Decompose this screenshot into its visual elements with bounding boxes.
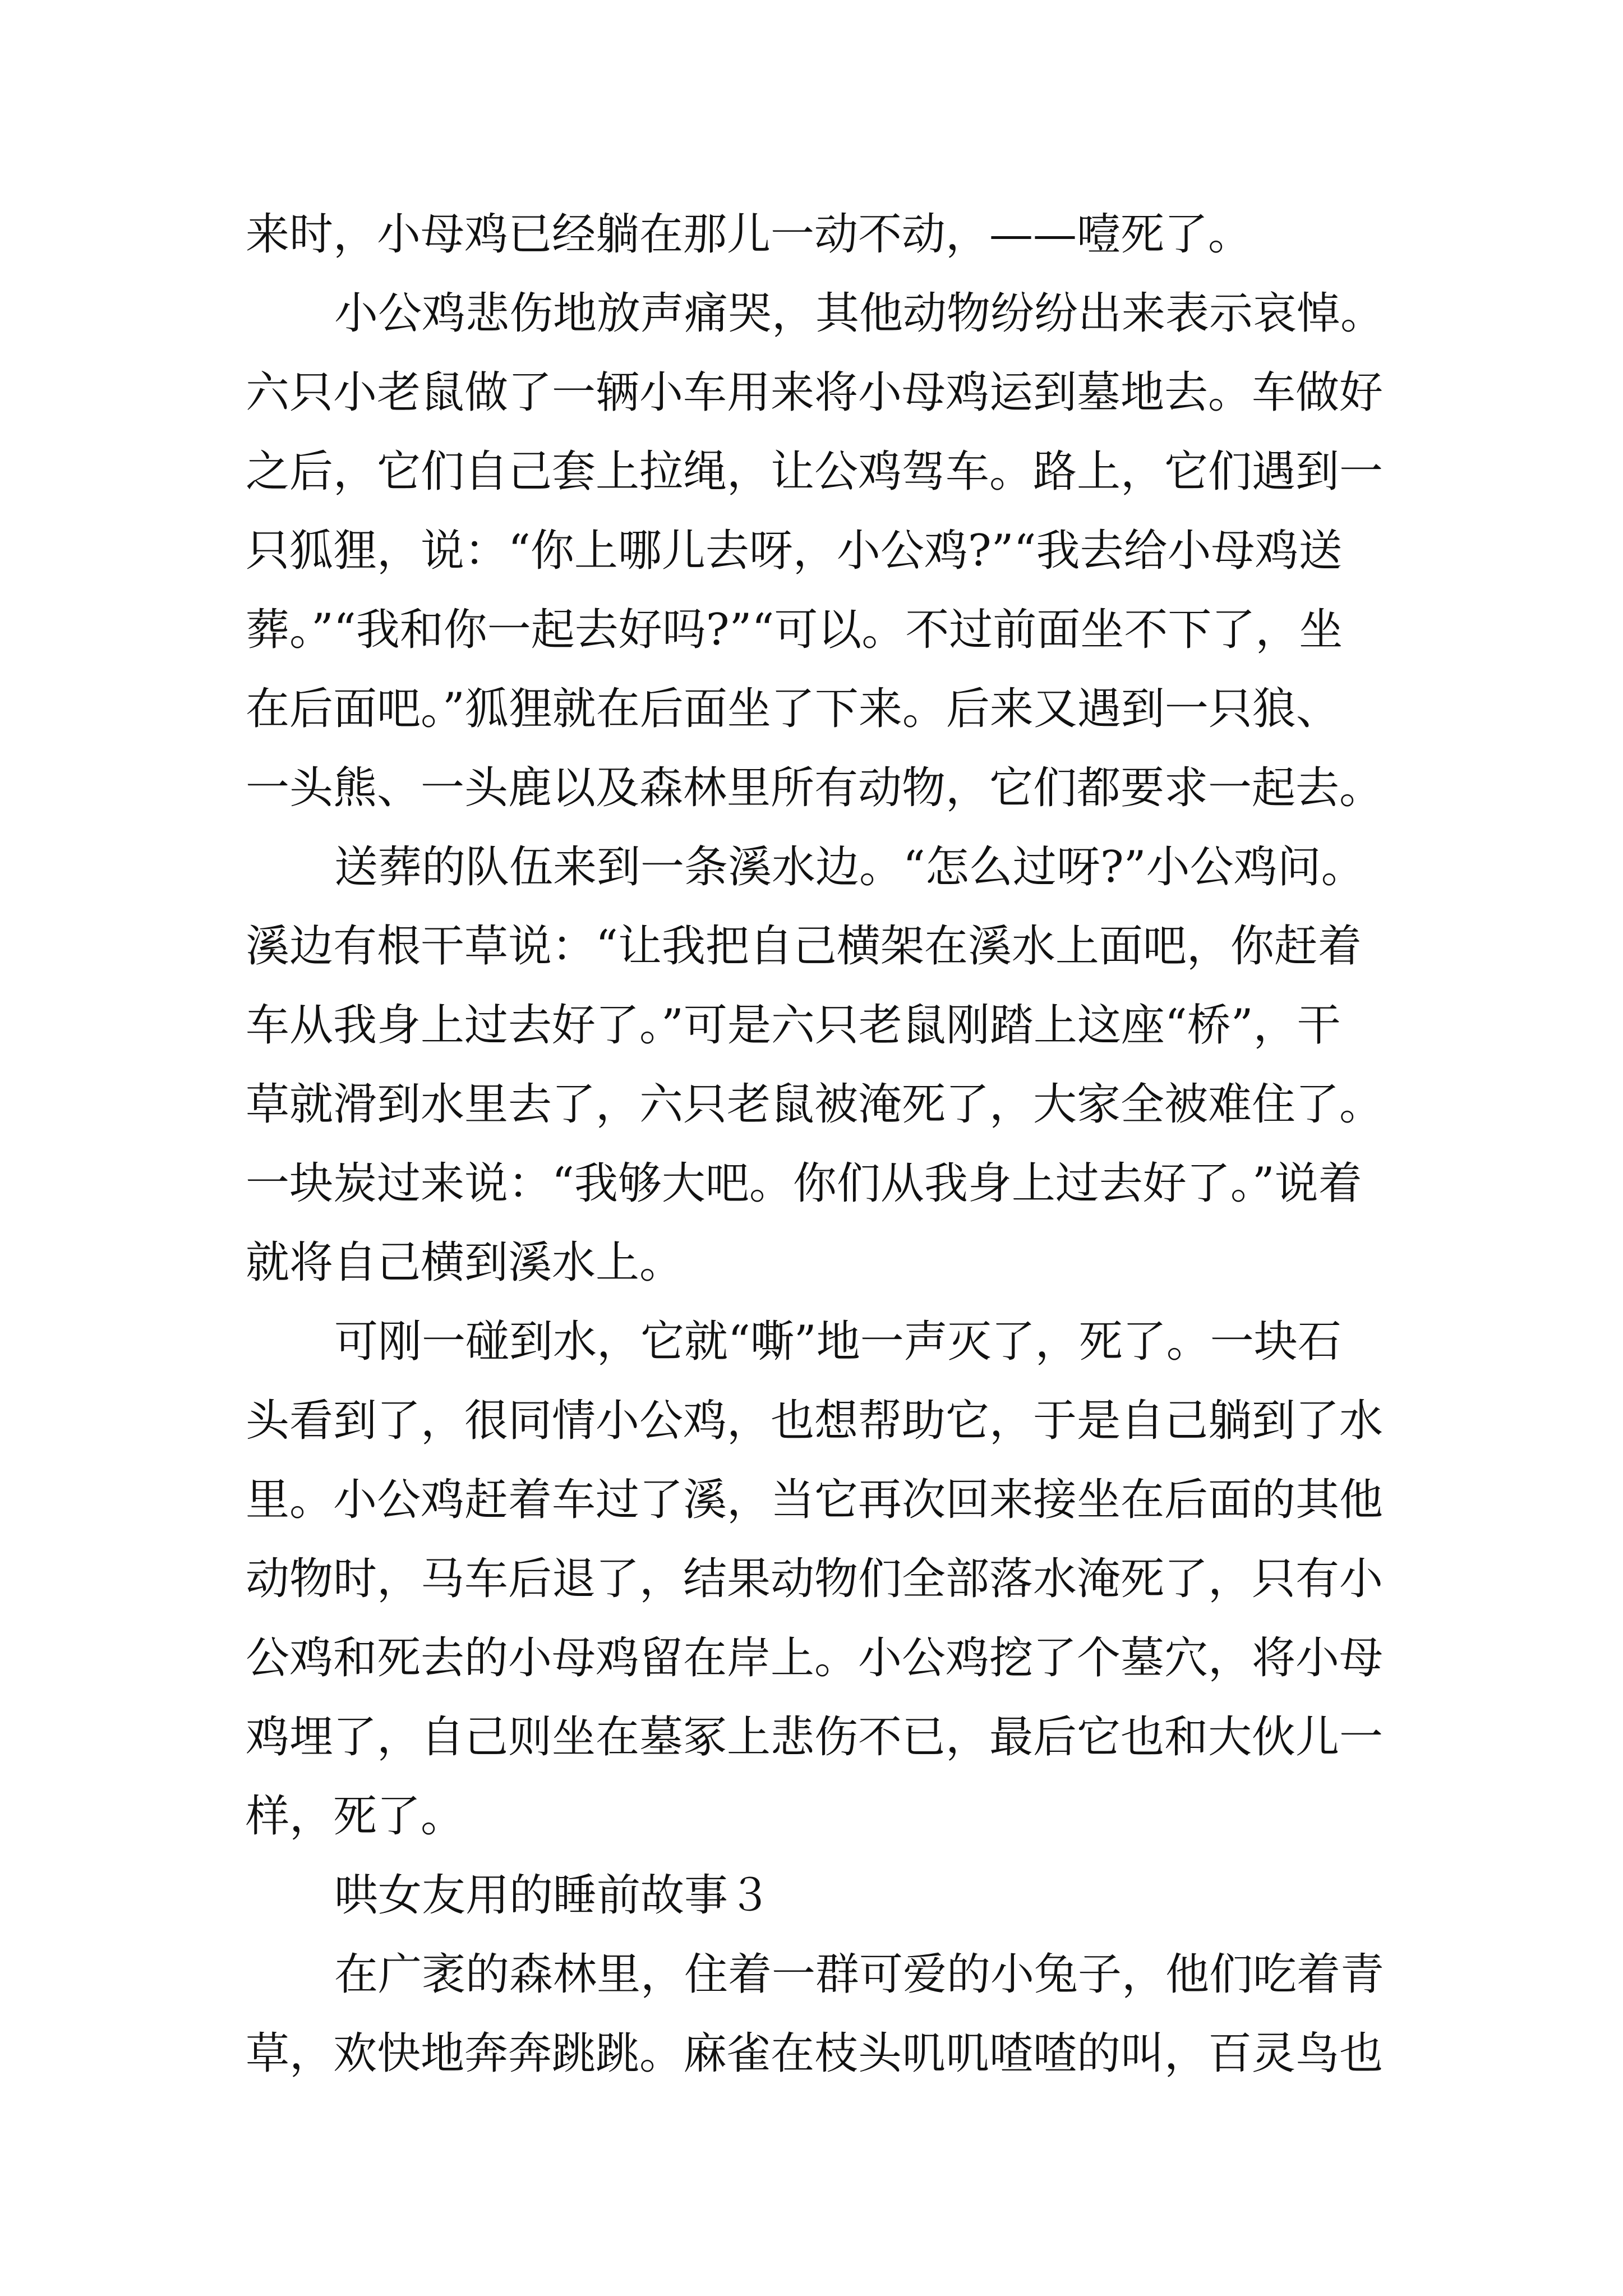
text-line: 葬。”“我和你一起去好吗?”“可以。不过前面坐不下了，坐 bbox=[246, 605, 1343, 655]
paragraph-start-line: 在广袤的森林里，住着一群可爱的小兔子，他们吃着青 bbox=[334, 1949, 1385, 2000]
section-heading: 哄女友用的睡前故事３ bbox=[334, 1870, 772, 1921]
text-line: 公鸡和死去的小母鸡留在岸上。小公鸡挖了个墓穴，将小母 bbox=[246, 1633, 1384, 1683]
text-line: 草就滑到水里去了，六只老鼠被淹死了，大家全被难住了。 bbox=[246, 1079, 1384, 1130]
text-line: 里。小公鸡赶着车过了溪，当它再次回来接坐在后面的其他 bbox=[246, 1475, 1384, 1525]
paragraph-start-line: 小公鸡悲伤地放声痛哭，其他动物纷纷出来表示哀悼。 bbox=[334, 288, 1385, 339]
text-line: 六只小老鼠做了一辆小车用来将小母鸡运到墓地去。车做好 bbox=[246, 367, 1384, 418]
text-line: 就将自己横到溪水上。 bbox=[246, 1237, 684, 1288]
text-line: 溪边有根干草说：“让我把自己横架在溪水上面吧，你赶着 bbox=[246, 921, 1362, 972]
text-line: 一头熊、一头鹿以及森林里所有动物，它们都要求一起去。 bbox=[246, 763, 1384, 813]
paragraph-start-line: 可刚一碰到水，它就“嘶”地一声灭了，死了。一块石 bbox=[334, 1317, 1341, 1367]
text-line: 动物时，马车后退了，结果动物们全部落水淹死了，只有小 bbox=[246, 1554, 1384, 1604]
text-line: 在后面吧。”狐狸就在后面坐了下来。后来又遇到一只狼、 bbox=[246, 684, 1340, 734]
text-line: 一块炭过来说：“我够大吧。你们从我身上过去好了。”说着 bbox=[246, 1158, 1362, 1209]
text-line: 之后，它们自己套上拉绳，让公鸡驾车。路上，它们遇到一 bbox=[246, 447, 1384, 497]
paragraph-start-line: 送葬的队伍来到一条溪水边。“怎么过呀?”小公鸡问。 bbox=[334, 842, 1365, 892]
text-line: 头看到了，很同情小公鸡，也想帮助它，于是自己躺到了水 bbox=[246, 1396, 1384, 1446]
text-line: 样，死了。 bbox=[246, 1791, 465, 1842]
text-line: 只狐狸，说：“你上哪儿去呀，小公鸡?”“我去给小母鸡送 bbox=[246, 526, 1343, 576]
text-line: 车从我身上过去好了。”可是六只老鼠刚踏上这座“桥”，干 bbox=[246, 1000, 1341, 1051]
text-line: 草，欢快地奔奔跳跳。麻雀在枝头叽叽喳喳的叫，百灵鸟也 bbox=[246, 2028, 1384, 2079]
text-line: 来时，小母鸡已经躺在那儿一动不动，——噎死了。 bbox=[246, 209, 1252, 260]
text-line: 鸡埋了，自己则坐在墓冢上悲伤不已，最后它也和大伙儿一 bbox=[246, 1712, 1384, 1763]
